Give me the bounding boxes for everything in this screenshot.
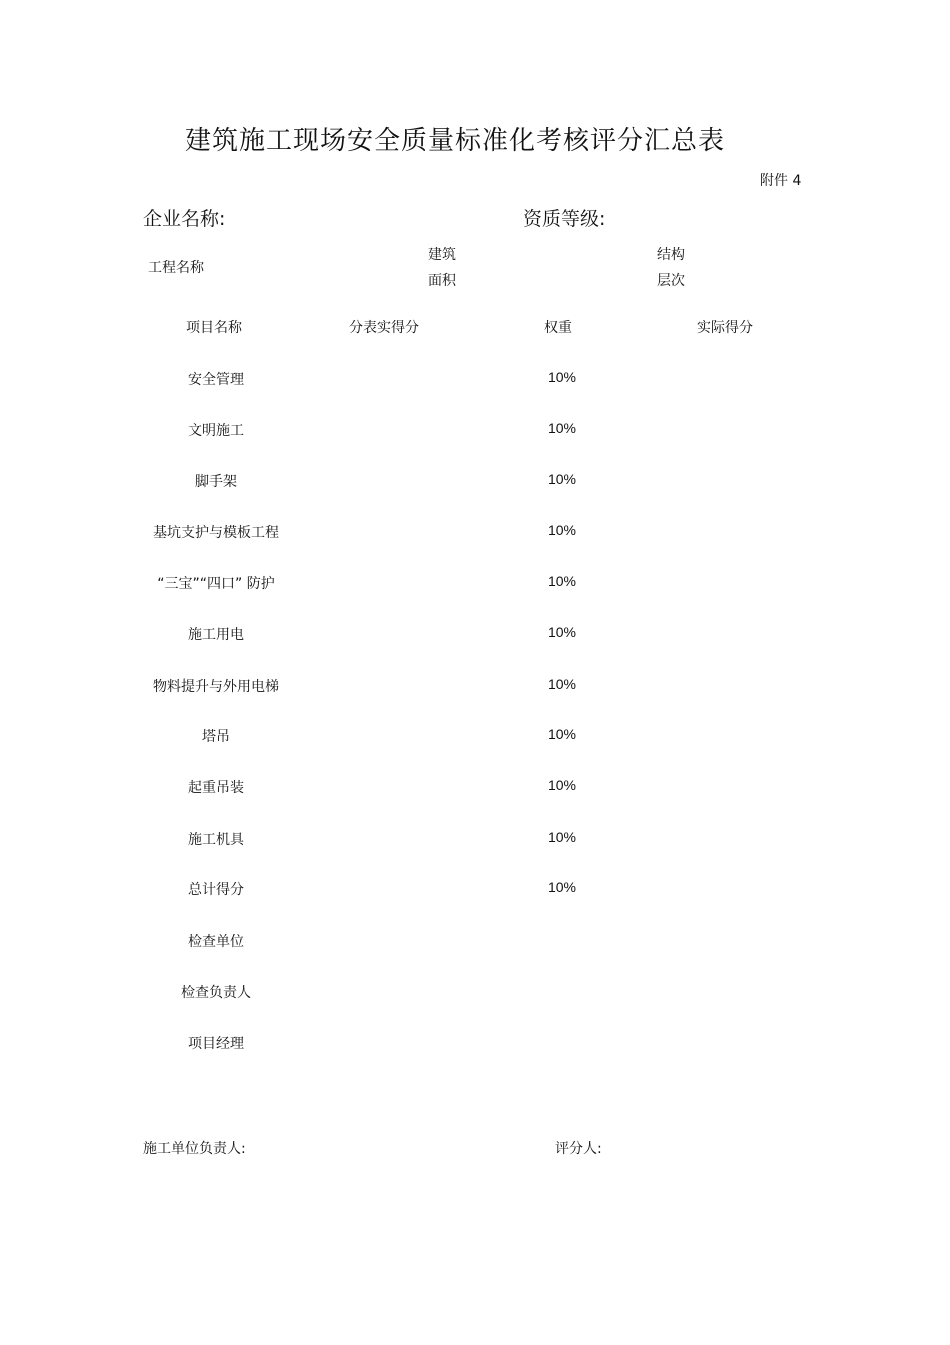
- qualification-level-label: 资质等级:: [523, 208, 606, 230]
- table-row-label: 检查单位: [188, 934, 244, 950]
- table-row-weight: 10%: [547, 420, 577, 436]
- table-row-label: 起重吊装: [188, 780, 244, 796]
- column-header-weight: 权重: [544, 320, 572, 336]
- building-area-label-line2: 面积: [428, 273, 456, 289]
- table-row-label: 施工机具: [188, 832, 244, 848]
- table-row-label: 安全管理: [188, 372, 244, 388]
- contractor-leader-label: 施工单位负责人:: [143, 1141, 246, 1157]
- structure-label-line1: 结构: [657, 247, 685, 263]
- column-header-item-name: 项目名称: [186, 320, 242, 336]
- table-row-weight: 10%: [547, 624, 577, 640]
- table-row-label: 总计得分: [188, 882, 244, 898]
- grader-label: 评分人:: [555, 1141, 602, 1157]
- table-row-label: 文明施工: [188, 423, 244, 439]
- column-header-subtable-score: 分表实得分: [349, 320, 419, 336]
- table-row-weight: 10%: [547, 777, 577, 793]
- table-row-label: “三宝”“四口” 防护: [157, 576, 275, 592]
- page-title: 建筑施工现场安全质量标准化考核评分汇总表: [184, 126, 725, 156]
- table-row-label: 施工用电: [188, 627, 244, 643]
- table-row-label: 检查负责人: [181, 985, 251, 1001]
- table-row-weight: 10%: [547, 471, 577, 487]
- table-row-label: 物料提升与外用电梯: [153, 679, 279, 695]
- building-area-label-line1: 建筑: [428, 247, 456, 263]
- table-row-weight: 10%: [547, 829, 577, 845]
- company-name-label: 企业名称:: [143, 208, 226, 230]
- table-row-weight: 10%: [547, 676, 577, 692]
- table-row-label: 塔吊: [202, 729, 230, 745]
- table-row-weight: 10%: [547, 522, 577, 538]
- project-name-label: 工程名称: [148, 260, 204, 276]
- table-row-label: 基坑支护与模板工程: [153, 525, 279, 541]
- table-row-weight: 10%: [547, 573, 577, 589]
- column-header-actual-score: 实际得分: [697, 320, 753, 336]
- table-row-weight: 10%: [547, 369, 577, 385]
- table-row-weight: 10%: [547, 726, 577, 742]
- table-row-label: 脚手架: [195, 474, 237, 490]
- table-row-label: 项目经理: [188, 1036, 244, 1052]
- structure-label-line2: 层次: [657, 273, 685, 289]
- table-row-weight: 10%: [547, 879, 577, 895]
- attachment-label: 附件 4: [760, 173, 802, 189]
